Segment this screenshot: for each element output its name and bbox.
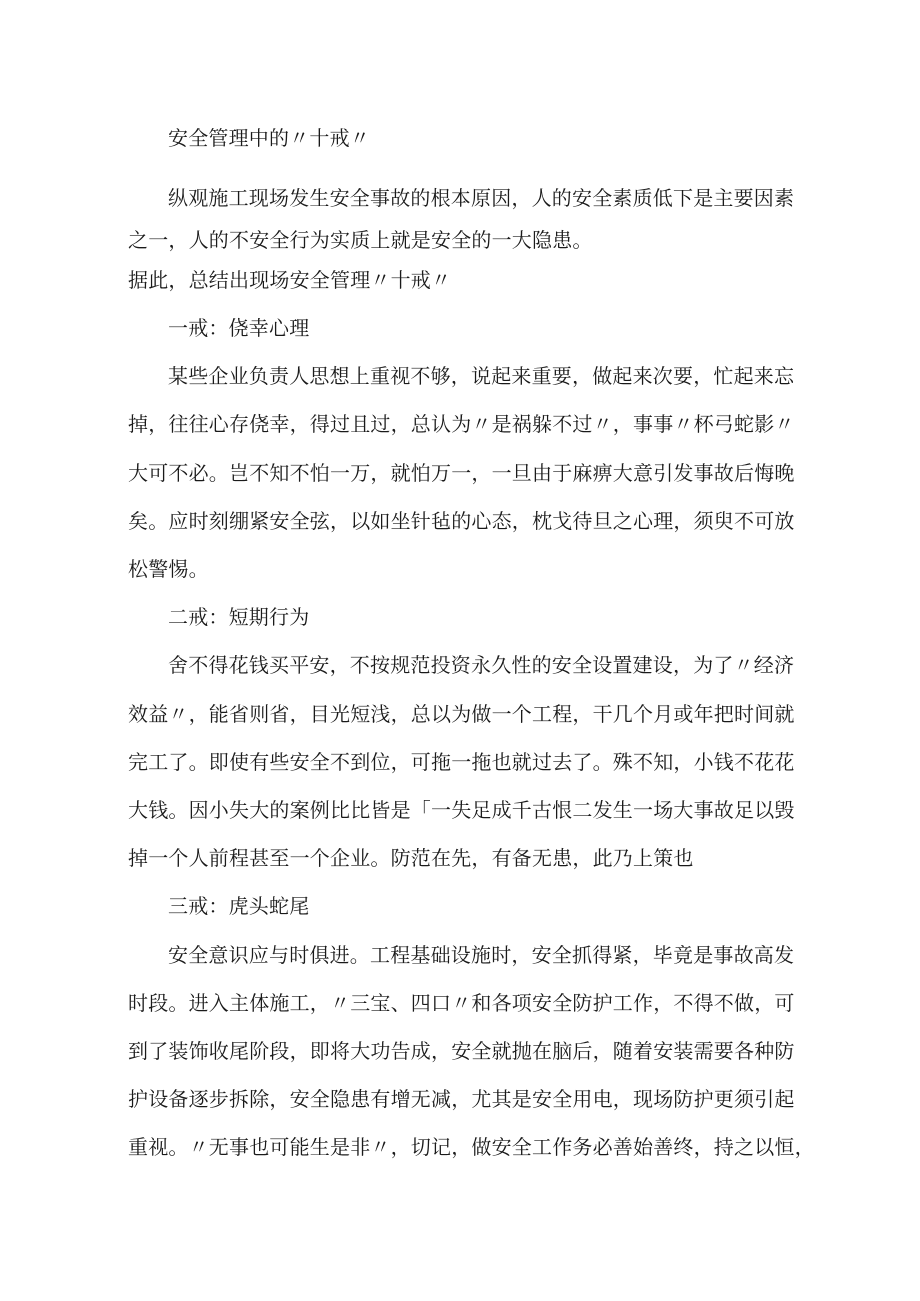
paragraph-line: 某些企业负责人思想上重视不够，说起来重要，做起来次要，忙起来忘 (168, 364, 795, 388)
section-heading-2: 二戒：短期行为 (168, 605, 310, 629)
paragraph-line: 效益〃，能省则省，目光短浅，总以为做一个工程，干几个月或年把时间就 (128, 702, 795, 726)
paragraph-line: 完工了。即使有些安全不到位，可拖一拖也就过去了。殊不知，小钱不花花 (128, 750, 795, 774)
paragraph-line: 松警惕。 (128, 557, 209, 581)
paragraph-line: 安全意识应与时俱进。工程基础设施时，安全抓得紧，毕竟是事故高发 (168, 943, 795, 967)
paragraph-line: 护设备逐步拆除，安全隐患有增无减，尤其是安全用电，现场防护更须引起 (128, 1087, 795, 1111)
intro-line-2: 之一，人的不安全行为实质上就是安全的一大隐患。 (128, 228, 593, 252)
intro-line-3: 据此，总结出现场安全管理〃十戒〃 (128, 268, 452, 292)
paragraph-line: 到了装饰收尾阶段，即将大功告成，安全就抛在脑后，随着安装需要各种防 (128, 1039, 795, 1063)
paragraph-line: 掉，往往心存侥幸，得过且过，总认为〃是祸躲不过〃，事事〃杯弓蛇影〃 (128, 412, 795, 436)
paragraph-line: 舍不得花钱买平安，不按规范投资永久性的安全设置建设，为了〃经济 (168, 653, 795, 677)
paragraph-line: 矣。应时刻绷紧安全弦，以如坐针毡的心态，枕戈待旦之心理，须臾不可放 (128, 509, 795, 533)
section-heading-3: 三戒：虎头蛇尾 (168, 894, 310, 918)
paragraph-line: 重视。〃无事也可能生是非〃，切记，做安全工作务必善始善终，持之以恒， (128, 1135, 815, 1159)
section-heading-1: 一戒：侥幸心理 (168, 316, 310, 340)
paragraph-line: 时段。进入主体施工，〃三宝、四口〃和各项安全防护工作，不得不做，可 (128, 991, 795, 1015)
intro-line-1: 纵观施工现场发生安全事故的根本原因，人的安全素质低下是主要因素 (168, 186, 795, 210)
paragraph-line: 大钱。因小失大的案例比比皆是「一失足成千古恨二发生一场大事故足以毁 (128, 798, 795, 822)
paragraph-line: 大可不必。岂不知不怕一万，就怕万一，一旦由于麻痹大意引发事故后悔晚 (128, 461, 795, 485)
paragraph-line: 掉一个人前程甚至一个企业。防范在先，有备无患，此乃上策也 (128, 846, 694, 870)
document-title: 安全管理中的〃十戒〃 (168, 126, 370, 150)
